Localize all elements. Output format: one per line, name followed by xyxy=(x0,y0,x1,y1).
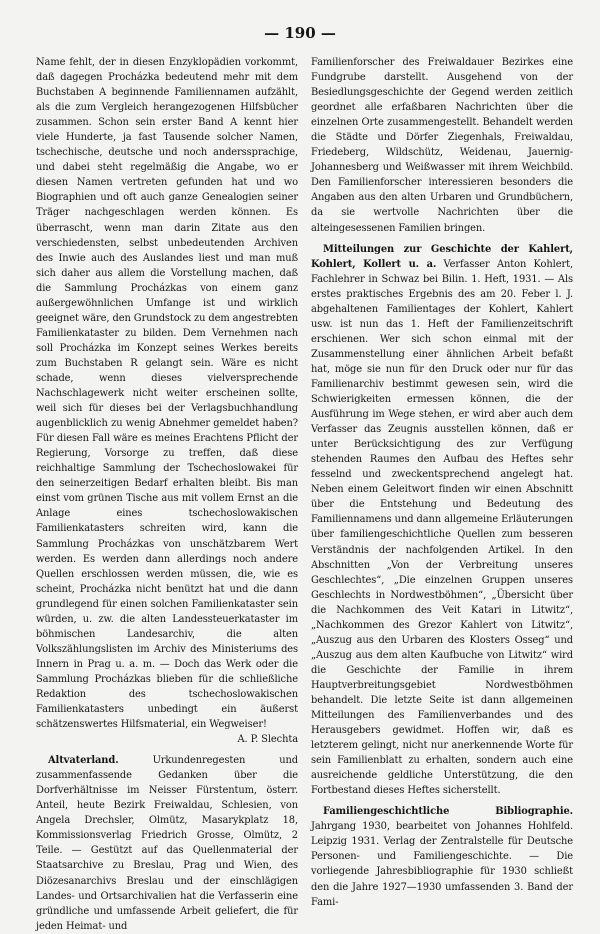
right-column xyxy=(311,55,573,910)
review-title: Altvaterland. xyxy=(48,755,119,767)
left-paragraph-continuation: Name fehlt, der in diesen Enzyklopädien vorkommt, daß dagegen Procházka bedeutend mehr mit dem Buchstaben A beginnende Familiennamen aufzählt, als die zum Vergleich herangezogenen Hilfsbücher zusammen. Schon sein erster Band A kennt hier viele Hunderte, ja fast Tausende solcher Namen, tschechische, deutsche und noch anderssprachige, und dabei steht regelmäßig die Angabe, wo er diesen Namen vertreten gefunden hat und wo Biographien und oft auch ganze Genealogien seiner Träger nachgeschlagen werden können. Es überrascht, wenn man darin Zitate aus den verschiedensten, selbst unbedeutenden Archiven des Inwie auch des Auslandes liest und man muß sich daher aus allem die Vorstellung machen, daß die Sammlung Procházkas von einem ganz außergewöhnlichen Umfange ist und wirklich geeignet wäre, den Grundstock zu dem angestrebten Familienkataster zu bilden. Dem Vernehmen nach soll Procházka im Konzept seines Werkes bereits zum Buchstaben R gelangt sein. Wäre es nicht schade, wenn dieses vielversprechende Nachschlagewerk nicht weiter erscheinen sollte, weil sich für dieses bei der Verlagsbuchhandlung augenblicklich zu wenig Abnehmer gemeldet haben? Für diesen Fall wäre es meines Erachtens Pflicht der Regierung, Vorsorge zu treffen, daß diese reichhaltige Sammlung der Tschechoslowakei für den seinerzeitigen Bedarf erhalten bleibt. Bis man einst vom grünen Tische aus mit vollem Ernst an die Anlage eines tschechoslowakischen Familienkatasters schreiten wird, kann die Sammlung Procházkas von unschätzbarem Wert werden. Es werden dann allerdings noch andere Quellen erschlossen werden müssen, die, wie es scheint, Procházka nicht benützt hat und die dann grundlegend für einen solchen Familienkataster sein würden, u. zw. die alten Landessteuerkataster im böhmischen Landesarchiv, die alten Volkszählungslisten im Archiv des Ministeriums des Innern in Prag u. a. m. — Doch das Werk oder die Sammlung Procházkas blieben für die schließliche Redaktion des tschechoslowakischen Familienkatasters unbedingt ein äußerst schätzenswertes Hilfsmaterial, ein Wegweiser! xyxy=(36,57,298,731)
review-title: Mitteilungen zur Geschichte der Kahlert, Kohlert, Kollert u. a. xyxy=(311,243,573,270)
page-number: — 190 — xyxy=(264,24,336,42)
review-body: Jahrgang 1930, bearbeitet von Johannes Hohlfeld. Leipzig 1931. Verlag der Zentralstelle für Deutsche Personen- und Familiengeschichte. — Die vorliegende Jahresbibliographie für 1930 schließt den die Jahre 1927—1930 umfassenden 3. Band der Fami- xyxy=(311,821,573,908)
right-paragraph-continuation: Familienforscher des Freiwaldauer Bezirkes eine Fundgrube darstellt. Ausgehend von der Besiedlungsgeschichte der Gegend werden zeitlich geordnet alle erfaßbaren Nachrichten über die einzelnen Orte zusammengestellt. Behandelt werden die Städte und Dörfer Ziegenhals, Freiwaldau, Friedeberg, Wildschütz, Weidenau, Jauernig-Johannesberg und Weißwasser mit ihrem Weichbild. Den Familienforscher interessieren besonders die Angaben aus den alten Urbaren und Grundbüchern, da sie wertvolle Nachrichten über die alteingesessenen Familien bringen. xyxy=(311,57,573,234)
article-author: A. P. Slechta xyxy=(237,734,298,746)
review-body: Urkundenregesten und zusammenfassende Gedanken über die Dorfverhältnisse im Neisser Fürstentum, österr. Anteil, heute Bezirk Freiwaldau, Schlesien, von Angela Drechsler, Olmütz, Masarykplatz 18, Kommissionsverlag Friedrich Grosse, Olmütz, 2 Teile. — Gestützt auf das Quellenmaterial der Staatsarchive zu Breslau, Prag und Wien, des Diözesanarchivs Breslau und der einschlägigen Landes- und Ortsarchivalien hat die Verfasserin eine gründliche und umfassende Arbeit geliefert, die für jeden Heimat- und xyxy=(36,755,298,932)
review-body: Verfasser Anton Kohlert, Fachlehrer in Schwaz bei Bilin. 1. Heft, 1931. — Als erstes praktisches Ergebnis des am 20. Feber l. J. abgehaltenen Familientages der Kohlert, Kahlert usw. ist nun das 1. Heft der Familienzeitschrift erschienen. Wer sich schon einmal mit der Zusammenstellung einer ähnlichen Arbeit befaßt hat, möge sie nun für den Druck oder nur für das Familienarchiv bestimmt gewesen sein, wird die Schwierigkeiten ermessen können, die der Ausführung im Wege stehen, er wird aber auch dem Verfasser das Zeugnis ausstellen können, daß er unter Berücksichtigung des zur Verfügung stehenden Raumes den Aufbau des Heftes sehr fesselnd und zweckentsprechend angelegt hat. Neben einem Geleitwort finden wir einen Abschnitt über die Entstehung und Bedeutung des Familiennamens und dann allgemeine Erläuterungen über familiengeschichtliche Quellen zum besseren Verständnis der nachfolgenden Artikel. In den Abschnitten „Von der Verbreitung unseres Geschlechtes“, „Die einzelnen Gruppen unseres Geschlechts in Nordwestböhmen“, „Übersicht über die Nachkommen des Veit Katari in Litwitz“, „Nachkommen des Grezor Kahlert von Litwitz“, „Auszug aus den Urbaren des Klosters Osseg“ und „Auszug aus dem alten Kaufbuche von Litwitz“ wird die Geschichte der Familie in ihrem Hauptverbreitungsgebiet Nordwestböhmen behandelt. Die letzte Seite ist dann allgemeinen Mitteilungen des Familienverbandes und des Herausgebers gewidmet. Hoffen wir, daß es letzterem gelingt, nicht nur anerkennende Worte für sein Familienblatt zu erhalten, sondern auch eine ausreichende geldliche Unterstützung, die den Fortbestand dieses Heftes sicherstellt. xyxy=(311,258,573,797)
review-title: Familiengeschichtliche Bibliographie. xyxy=(323,806,573,818)
review-bibliographie xyxy=(311,804,573,909)
review-altvaterland xyxy=(36,753,298,934)
left-column xyxy=(36,55,298,934)
review-kahlert xyxy=(311,242,573,799)
column-divider xyxy=(304,52,305,882)
